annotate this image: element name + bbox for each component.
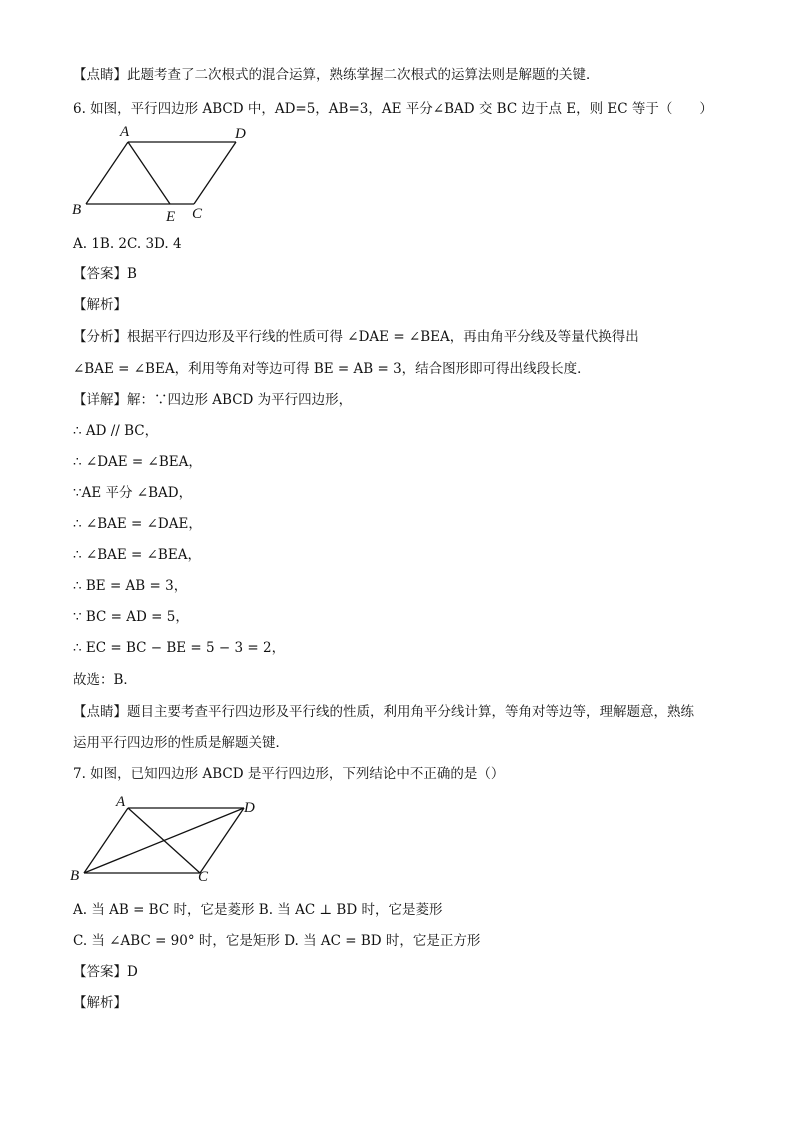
label-e: E <box>166 209 176 225</box>
analysis-label: 【解析】 <box>73 297 127 313</box>
detail-line-1: 【详解】解：∵四边形 ABCD 为平行四边形， <box>73 392 353 408</box>
figure-parallelogram-q7 <box>68 792 268 888</box>
detail-line-6: ∴ ∠BAE = ∠BEA， <box>73 547 201 563</box>
segment-ae <box>128 142 170 204</box>
analysis-line-1: 【分析】根据平行四边形及平行线的性质可得 ∠DAE = ∠BEA，再由角平分线及等量代换得出 <box>73 329 639 345</box>
label-b: B <box>70 868 80 884</box>
label-c: C <box>198 869 209 885</box>
detail-line-4: ∵AE 平分 ∠BAD， <box>73 485 193 501</box>
question-7-stem: 7. 如图，已知四边形 ABCD 是平行四边形，下列结论中不正确的是（） <box>73 766 505 782</box>
side-dc <box>200 808 244 873</box>
answer-label: 【答案】B <box>73 266 137 282</box>
label-c: C <box>192 206 203 222</box>
question-7-options-cd: C. 当 ∠ABC = 90° 时，它是矩形 D. 当 AC = BD 时，它是正方形 <box>73 933 481 949</box>
choice-conclusion: 故选：B． <box>73 672 137 688</box>
note-previous: 【点睛】此题考查了二次根式的混合运算，熟练掌握二次根式的运算法则是解题的关键． <box>73 67 600 83</box>
side-ab <box>86 142 128 204</box>
detail-line-7: ∴ BE = AB = 3， <box>73 578 188 594</box>
side-ab <box>84 808 128 873</box>
note-q6-line-1: 【点睛】题目主要考查平行四边形及平行线的性质，利用角平分线计算，等角对等边等，理解题意，熟练 <box>73 704 694 720</box>
question-6-options: A. 1B. 2C. 3D. 4 <box>73 236 182 252</box>
label-b: B <box>72 202 82 218</box>
note-q6-line-2: 运用平行四边形的性质是解题关键． <box>73 735 289 751</box>
side-dc <box>194 142 236 204</box>
detail-line-5: ∴ ∠BAE = ∠DAE， <box>73 516 202 532</box>
analysis-label-q7: 【解析】 <box>73 995 127 1011</box>
detail-line-9: ∴ EC = BC − BE = 5 − 3 = 2， <box>73 640 286 656</box>
diagonal-bd <box>84 808 244 873</box>
question-6-stem: 6. 如图，平行四边形 ABCD 中，AD=5，AB=3，AE 平分∠BAD 交 BC 边于点 E，则 EC 等于（ ） <box>73 101 713 117</box>
detail-line-8: ∵ BC = AD = 5， <box>73 609 189 625</box>
label-a: A <box>116 794 126 810</box>
label-d: D <box>235 126 246 142</box>
analysis-line-2: ∠BAE = ∠BEA，利用等角对等边可得 BE = AB = 3，结合图形即可得出线段长度． <box>73 361 591 377</box>
label-a: A <box>120 124 130 140</box>
detail-line-3: ∴ ∠DAE = ∠BEA， <box>73 454 202 470</box>
answer-label-q7: 【答案】D <box>73 964 138 980</box>
label-d: D <box>244 800 255 816</box>
detail-line-2: ∴ AD // BC， <box>73 423 159 439</box>
figure-parallelogram-q6 <box>68 122 268 226</box>
question-7-options-ab: A. 当 AB = BC 时，它是菱形 B. 当 AC ⊥ BD 时，它是菱形 <box>73 902 443 918</box>
